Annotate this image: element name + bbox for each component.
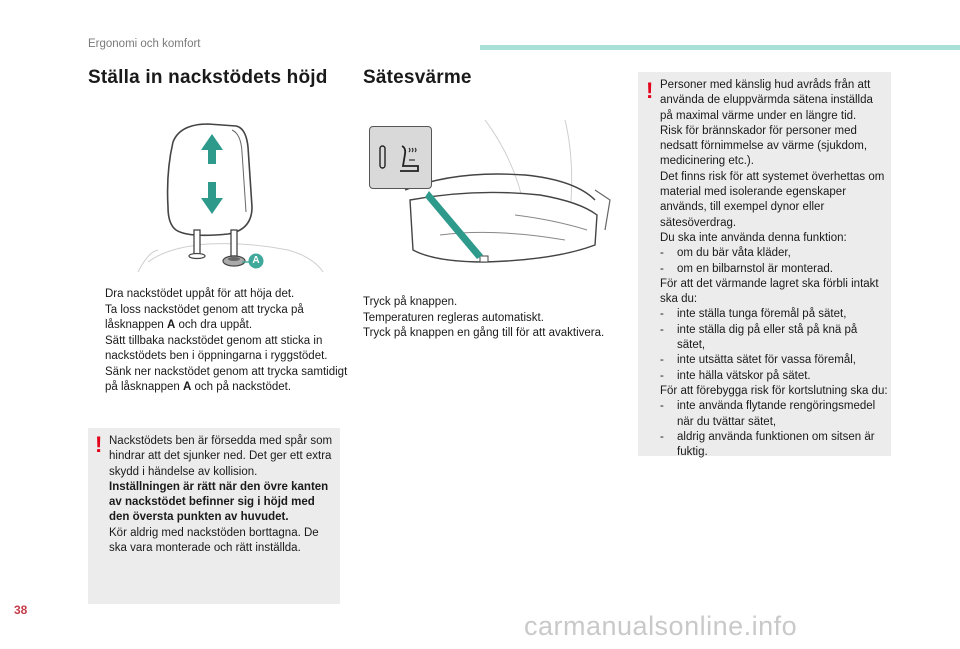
list-item: - inte utsätta sätet för vassa föremål, — [660, 354, 856, 367]
section-label: Ergonomi och komfort — [88, 38, 201, 50]
list-item: - inte ställa tunga föremål på sätet, — [660, 308, 847, 321]
seat-heating-button-icon[interactable] — [376, 140, 426, 176]
page-number: 38 — [14, 603, 28, 617]
seat-heating-title: Sätesvärme — [363, 67, 472, 88]
warning-outro: Kör aldrig med nackstöden borttagna. De ska vara monterade och rätt inställda. — [109, 526, 319, 555]
list-item: Sänk ner nackstödet genom att trycka samtidigt på låsknappen A och på nackstödet. — [105, 365, 348, 393]
callout-a-label: A — [252, 255, 260, 266]
watermark: carmanualsonline.info — [524, 611, 798, 641]
warning-icon: ! — [95, 432, 103, 457]
list-item: - inte hälla vätskor på sätet. — [660, 369, 811, 382]
pointer-arrow-icon — [425, 185, 490, 260]
list-item: - inte ställa dig på eller stå på knä på sätet, — [660, 323, 858, 352]
list-item: Dra nackstödet uppåt för att höja det. — [105, 288, 295, 300]
warning-intro: Nackstödets ben är försedda med spår som hindrar att det sjunker ned. Det ger ett extra skydd i händelse av kollision. — [109, 435, 333, 478]
warning-icon: ! — [646, 78, 654, 103]
list-item: - om du bär våta kläder, — [660, 247, 791, 260]
list-item: Sätt tillbaka nackstödet genom att sticka in nackstödets ben i öppningarna i ryggstödet. — [105, 334, 328, 362]
headrest-figure — [128, 112, 328, 277]
header-accent-bar — [480, 45, 960, 50]
seat-heating-warning-box: ! Personer med känslig hud avråds från att använda de eluppvärmda sätena inställda på maximal värme under en längre tid. Risk för brännskador för personer med nedsatt förnimmelse av värme (sjukdom, medicinering etc.). Det finns risk för att systemet överhettas om material med isolerande egenskaper används, till exempel dynor eller sätesöverdrag. Du ska inte använda denna funktion: - om du bär våta kläder, - om en bilbarnstol är monterad. För att det värmande lagret ska förbli intakt ska du: - inte ställa tunga föremål på sätet, - inte ställa dig på eller stå på knä på sätet, - inte utsätta sätet för vassa föremål, - inte hälla vätskor på sätet. För att förebygga risk för kortslutning ska du: - inte använda flytande rengöringsmedel när du tvättar sätet, - aldrig använda funktionen om sitsen är fuktig. — [638, 72, 891, 456]
list-item: - inte använda flytande rengöringsmedel när du tvättar sätet, — [660, 400, 876, 428]
list-item: - aldrig använda funktionen om sitsen är fuktig. — [660, 430, 875, 459]
headrest-warning-box — [88, 428, 340, 604]
headrest-title: Ställa in nackstödets höjd — [88, 67, 328, 88]
warning-bold: Inställningen är rätt när den övre kanten av nackstödet befinner sig i höjd med den översta punkten av huvudet. — [109, 480, 329, 524]
seat-heating-instructions: Tryck på knappen. Temperaturen regleras automatiskt. Tryck på knappen en gång till för att avaktivera. — [363, 296, 605, 339]
list-item: - om en bilbarnstol är monterad. — [660, 262, 833, 275]
list-item: Ta loss nackstödet genom att trycka på låsknappen A och dra uppåt. — [105, 303, 304, 331]
headrest-instructions — [88, 287, 350, 396]
